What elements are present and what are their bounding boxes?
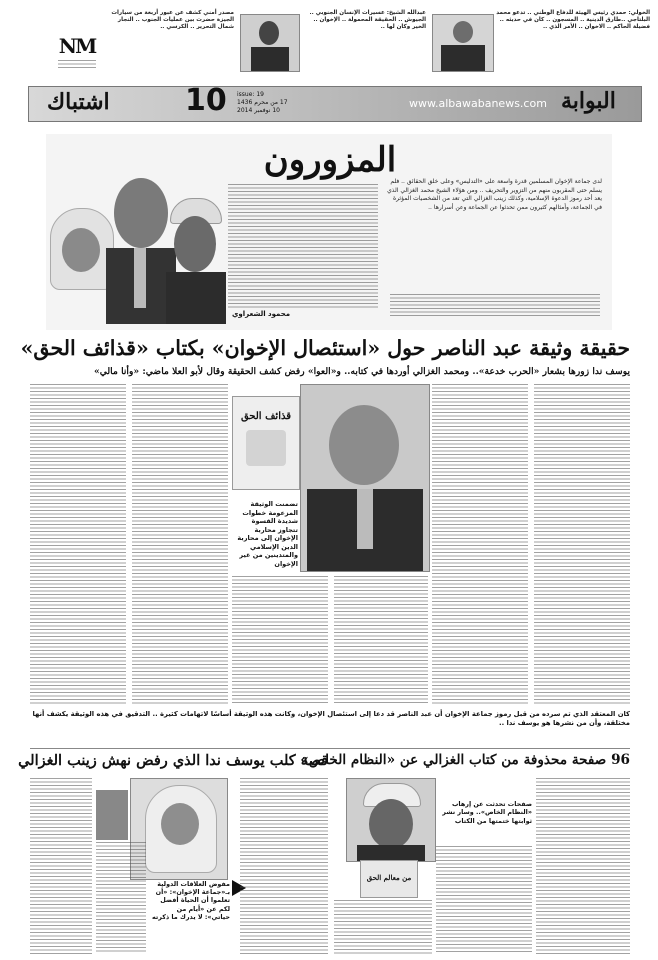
teaser-right-text: الخولي: حمدي رئيس الهيئة للدفاع الوطني .. تدعو محمد البلتاجي ..طارق الدينية .. المسجون .. كان في حديثه .. فضيلة الحاكم .. الاخوان .. الأمر الذي ..	[496, 10, 650, 30]
right-photo	[346, 778, 436, 862]
main-photo	[300, 384, 430, 572]
page-number: 10	[185, 83, 227, 118]
teaser-left-text: مصدر أمني كشف عن عبور أربعة من سيارات الجيزة حضرت بين عمليات الجنوب .. النجار شمال التحرير .. الكرسي ..	[111, 10, 234, 30]
teaser-middle-text: عبدالله الشيخ: عسيرات الإنسان الجنوبي .. الجيوش .. الحقيقة المحمولة .. الإخوان .. الخير وكان لها ..	[309, 10, 426, 30]
left-col-a	[240, 778, 328, 954]
main-caption: تضمنت الوثيقة المزعومة خطوات شديدة القسوة تتجاوز محاربة الإخوان إلى محاربة الدين الإسلامي والمتدينين من غير الإخوان	[237, 500, 298, 568]
date-line-2: 10 نوفمبر 2014	[237, 107, 280, 114]
main-headline: حقيقة وثيقة عبد الناصر حول «استئصال الإخوان» بكتاب «قذائف الحق»	[20, 336, 630, 360]
teaser-right-photo	[432, 14, 494, 72]
section-name: اشتباك	[47, 89, 110, 115]
feature-portraits	[46, 168, 222, 328]
left-col-b	[30, 778, 92, 954]
right-book-title: من معالم الحق	[366, 873, 412, 882]
masthead	[28, 83, 642, 122]
right-col-b	[436, 846, 532, 954]
newspaper-logo[interactable]: البوابة	[561, 88, 616, 114]
left-small-photo	[96, 790, 128, 840]
right-book	[360, 860, 418, 898]
feature-middle-text	[228, 184, 378, 308]
brand-logo	[54, 34, 100, 70]
right-col-c	[334, 900, 432, 954]
book-cover	[232, 396, 300, 490]
top-teaser-strip	[0, 0, 658, 84]
main-col-2	[432, 384, 528, 704]
main-under-photo-2	[334, 576, 428, 704]
right-headline: 96 صفحة محذوفة من كتاب الغزالي عن «النظام الخاص»	[300, 752, 630, 768]
main-col-3	[132, 384, 228, 704]
feature-intro-lines	[390, 294, 600, 318]
main-under-photo-1	[232, 576, 328, 704]
right-col-a	[536, 778, 630, 954]
feature-intro: لدى جماعة الإخوان المسلمين قدرة واسعة على «التدليس» وعلى خلق الحقائق .. فلم يسلم حتى المقربون منهم من التزوير والتحريف .. ومن هؤلاء الشيخ محمد الغزالي الذي يعد أحد رموز الدعوة الإسلامية، وكذلك زينب الغزالي التي تعد من الشخصيات المؤثرة في الجماعة، وأمثالهم كثيرون ممن تحدثوا عن الجماعة وعن أسرارها ..	[387, 178, 602, 211]
issue-label: issue: 19	[237, 91, 264, 98]
left-col-c	[96, 842, 146, 954]
main-subhead: يوسف ندا زورها بشعار «الحرب خدعة».. ومحمد الغزالي أوردها في كتابه.. و«العوا» رفض كشف الحقيقة وقال لأبو العلا ماضي: «وأنا مالي»	[93, 366, 630, 377]
feature-author: محمود الشعراوي	[232, 310, 291, 318]
teaser-right[interactable]	[432, 6, 652, 80]
main-col-4	[30, 384, 126, 704]
teaser-middle-photo	[240, 14, 300, 72]
portrait-ghazali	[166, 198, 226, 324]
date-line-1: 17 من محرم 1436	[237, 99, 288, 106]
left-headline: قصة كلب يوسف ندا الذي رفض نهش زينب الغزالي	[18, 752, 328, 769]
main-bridge: كان المعتقد الذي تم سرده من قبل رموز جماعة الإخوان أن عبد الناصر قد دعا إلى استئصال الإخوان، وكانت هذه الوثيقة أساسًا لاتهامات كثيرة .. التدقيق في هذه الوثيقة يكشف أنها مختلقة، وأن من نشرها هو يوسف ندا ..	[32, 710, 630, 727]
book-cover-title: قذائف الحق	[240, 411, 292, 422]
teaser-middle[interactable]	[240, 6, 428, 80]
feature-title: المزورون	[263, 140, 397, 180]
site-url[interactable]: www.albawabanews.com	[409, 97, 547, 110]
brand-logo-mark: NM	[58, 34, 96, 58]
right-caption: صفحات تحدثت عن إرهاب «النظام الخاص».. وسار نشر ثوابتها ختمتها من الكتاب	[442, 800, 532, 825]
divider	[30, 748, 630, 749]
left-caption: مفوض العلاقات الدولية بـ«جماعة الإخوان»: «أن تعلموا أن الحياة أفضل لكم عن «أيام من حياتي»: لا يدرك ما ذكرته	[151, 880, 230, 921]
main-col-1	[534, 384, 630, 704]
feature-section	[46, 134, 612, 330]
